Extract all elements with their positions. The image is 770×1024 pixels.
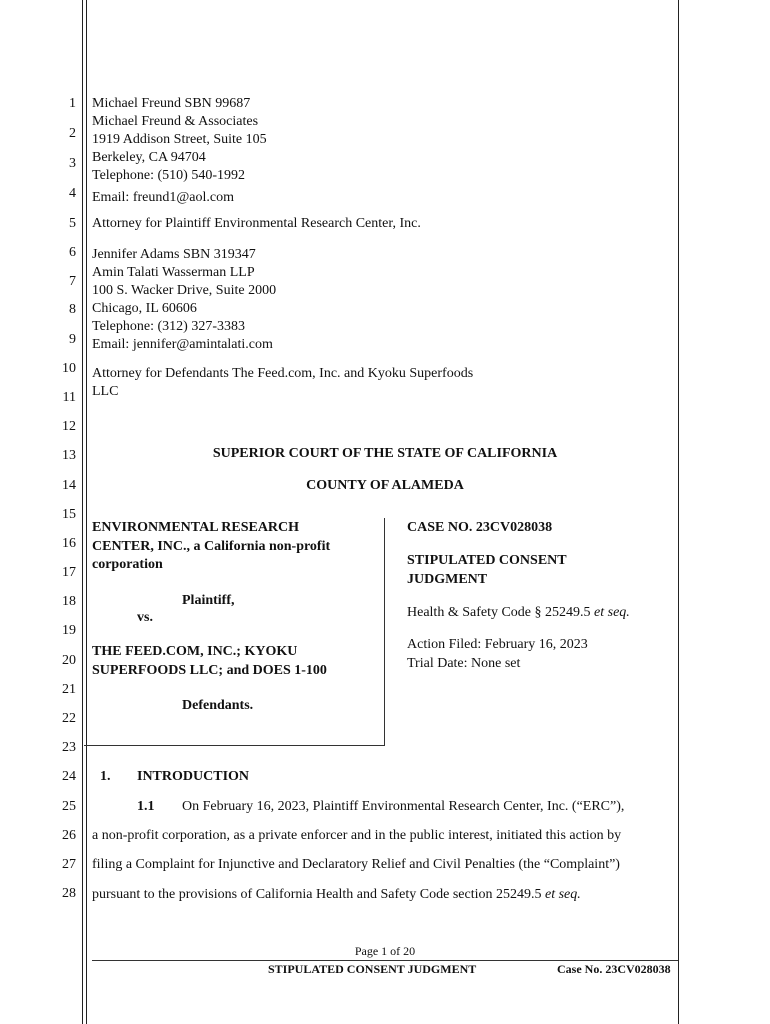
line-number: 27 <box>62 857 76 872</box>
defendant-party-line: THE FEED.COM, INC.; KYOKU <box>92 644 298 659</box>
line-number: 12 <box>62 419 76 434</box>
document-title: STIPULATED CONSENT <box>407 553 567 568</box>
attorney-role-continued: LLC <box>92 384 119 399</box>
attorney-firm: Michael Freund & Associates <box>92 114 259 129</box>
attorney-firm: Amin Talati Wasserman LLP <box>92 265 255 280</box>
line-number: 21 <box>62 682 76 697</box>
caption-border-right <box>384 518 385 746</box>
line-number: 10 <box>62 361 76 376</box>
body-line-text: pursuant to the provisions of California Health and Safety Code section 25249.5 <box>92 887 545 902</box>
line-number: 24 <box>62 769 76 784</box>
footer-case-number: Case No. 23CV028038 <box>557 962 671 976</box>
trial-date: Trial Date: None set <box>407 656 521 671</box>
caption-border-bottom <box>84 745 385 746</box>
attorney-city: Chicago, IL 60606 <box>92 301 197 316</box>
attorney-phone: Telephone: (510) 540-1992 <box>92 168 245 183</box>
paragraph-number: 1.1 <box>137 799 155 814</box>
body-line: filing a Complaint for Injunctive and Declaratory Relief and Civil Penalties (the “Complaint”) <box>92 857 620 872</box>
document-title-continued: JUDGMENT <box>407 572 488 587</box>
line-number: 4 <box>69 186 76 201</box>
line-number: 16 <box>62 536 76 551</box>
body-line <box>92 886 581 904</box>
line-number: 28 <box>62 886 76 901</box>
line-number: 22 <box>62 711 76 726</box>
code-reference-text: Health & Safety Code § 25249.5 <box>407 605 595 620</box>
body-line: a non-profit corporation, as a private enforcer and in the public interest, initiated this action by <box>92 828 622 843</box>
attorney-city: Berkeley, CA 94704 <box>92 150 206 165</box>
section-number: 1. <box>100 769 111 784</box>
plaintiff-label: Plaintiff, <box>182 593 235 608</box>
attorney-street: 100 S. Wacker Drive, Suite 2000 <box>92 283 277 298</box>
line-number: 17 <box>62 565 76 580</box>
attorney-name: Michael Freund SBN 99687 <box>92 96 251 111</box>
line-number: 25 <box>62 799 76 814</box>
code-reference <box>407 604 630 622</box>
line-number: 15 <box>62 507 76 522</box>
line-number: 18 <box>62 594 76 609</box>
line-number: 6 <box>69 245 76 260</box>
attorney-role: Attorney for Defendants The Feed.com, Inc. and Kyoku Superfoods <box>92 366 474 381</box>
line-number: 23 <box>62 740 76 755</box>
left-margin-rule-outer <box>82 0 83 1024</box>
line-number: 11 <box>62 390 76 405</box>
attorney-email: Email: jennifer@amintalati.com <box>92 337 273 352</box>
court-county: COUNTY OF ALAMEDA <box>306 478 464 493</box>
line-number: 26 <box>62 828 76 843</box>
line-number: 14 <box>62 478 76 493</box>
footer-title: STIPULATED CONSENT JUDGMENT <box>268 962 477 976</box>
versus-label: vs. <box>137 610 153 625</box>
line-number: 3 <box>69 156 76 171</box>
line-number: 9 <box>69 332 76 347</box>
line-number: 1 <box>69 96 76 111</box>
attorney-role: Attorney for Plaintiff Environmental Research Center, Inc. <box>92 216 421 231</box>
body-line: On February 16, 2023, Plaintiff Environmental Research Center, Inc. (“ERC”), <box>182 799 625 814</box>
attorney-name: Jennifer Adams SBN 319347 <box>92 247 256 262</box>
case-number: CASE NO. 23CV028038 <box>407 520 553 535</box>
plaintiff-party-line: ENVIRONMENTAL RESEARCH <box>92 520 300 535</box>
et-seq: et seq. <box>594 605 630 620</box>
left-margin-rule-inner <box>86 0 87 1024</box>
line-number: 7 <box>69 274 76 289</box>
line-number: 8 <box>69 302 76 317</box>
line-number: 2 <box>69 126 76 141</box>
action-filed: Action Filed: February 16, 2023 <box>407 637 588 652</box>
attorney-email: Email: freund1@aol.com <box>92 190 234 205</box>
plaintiff-party-line: CENTER, INC., a California non-profit <box>92 539 331 554</box>
line-number: 19 <box>62 623 76 638</box>
page-number: Page 1 of 20 <box>354 944 416 958</box>
line-number: 5 <box>69 216 76 231</box>
footer-rule <box>92 960 678 961</box>
right-margin-rule <box>678 0 679 1024</box>
defendant-party-line: SUPERFOODS LLC; and DOES 1-100 <box>92 663 327 678</box>
section-title: INTRODUCTION <box>137 769 250 784</box>
defendant-label: Defendants. <box>182 698 254 713</box>
attorney-phone: Telephone: (312) 327-3383 <box>92 319 245 334</box>
line-number: 13 <box>62 448 76 463</box>
attorney-street: 1919 Addison Street, Suite 105 <box>92 132 267 147</box>
line-number: 20 <box>62 653 76 668</box>
court-name: SUPERIOR COURT OF THE STATE OF CALIFORNIA <box>212 446 558 461</box>
plaintiff-party-line: corporation <box>92 557 163 572</box>
et-seq: et seq. <box>544 887 581 902</box>
